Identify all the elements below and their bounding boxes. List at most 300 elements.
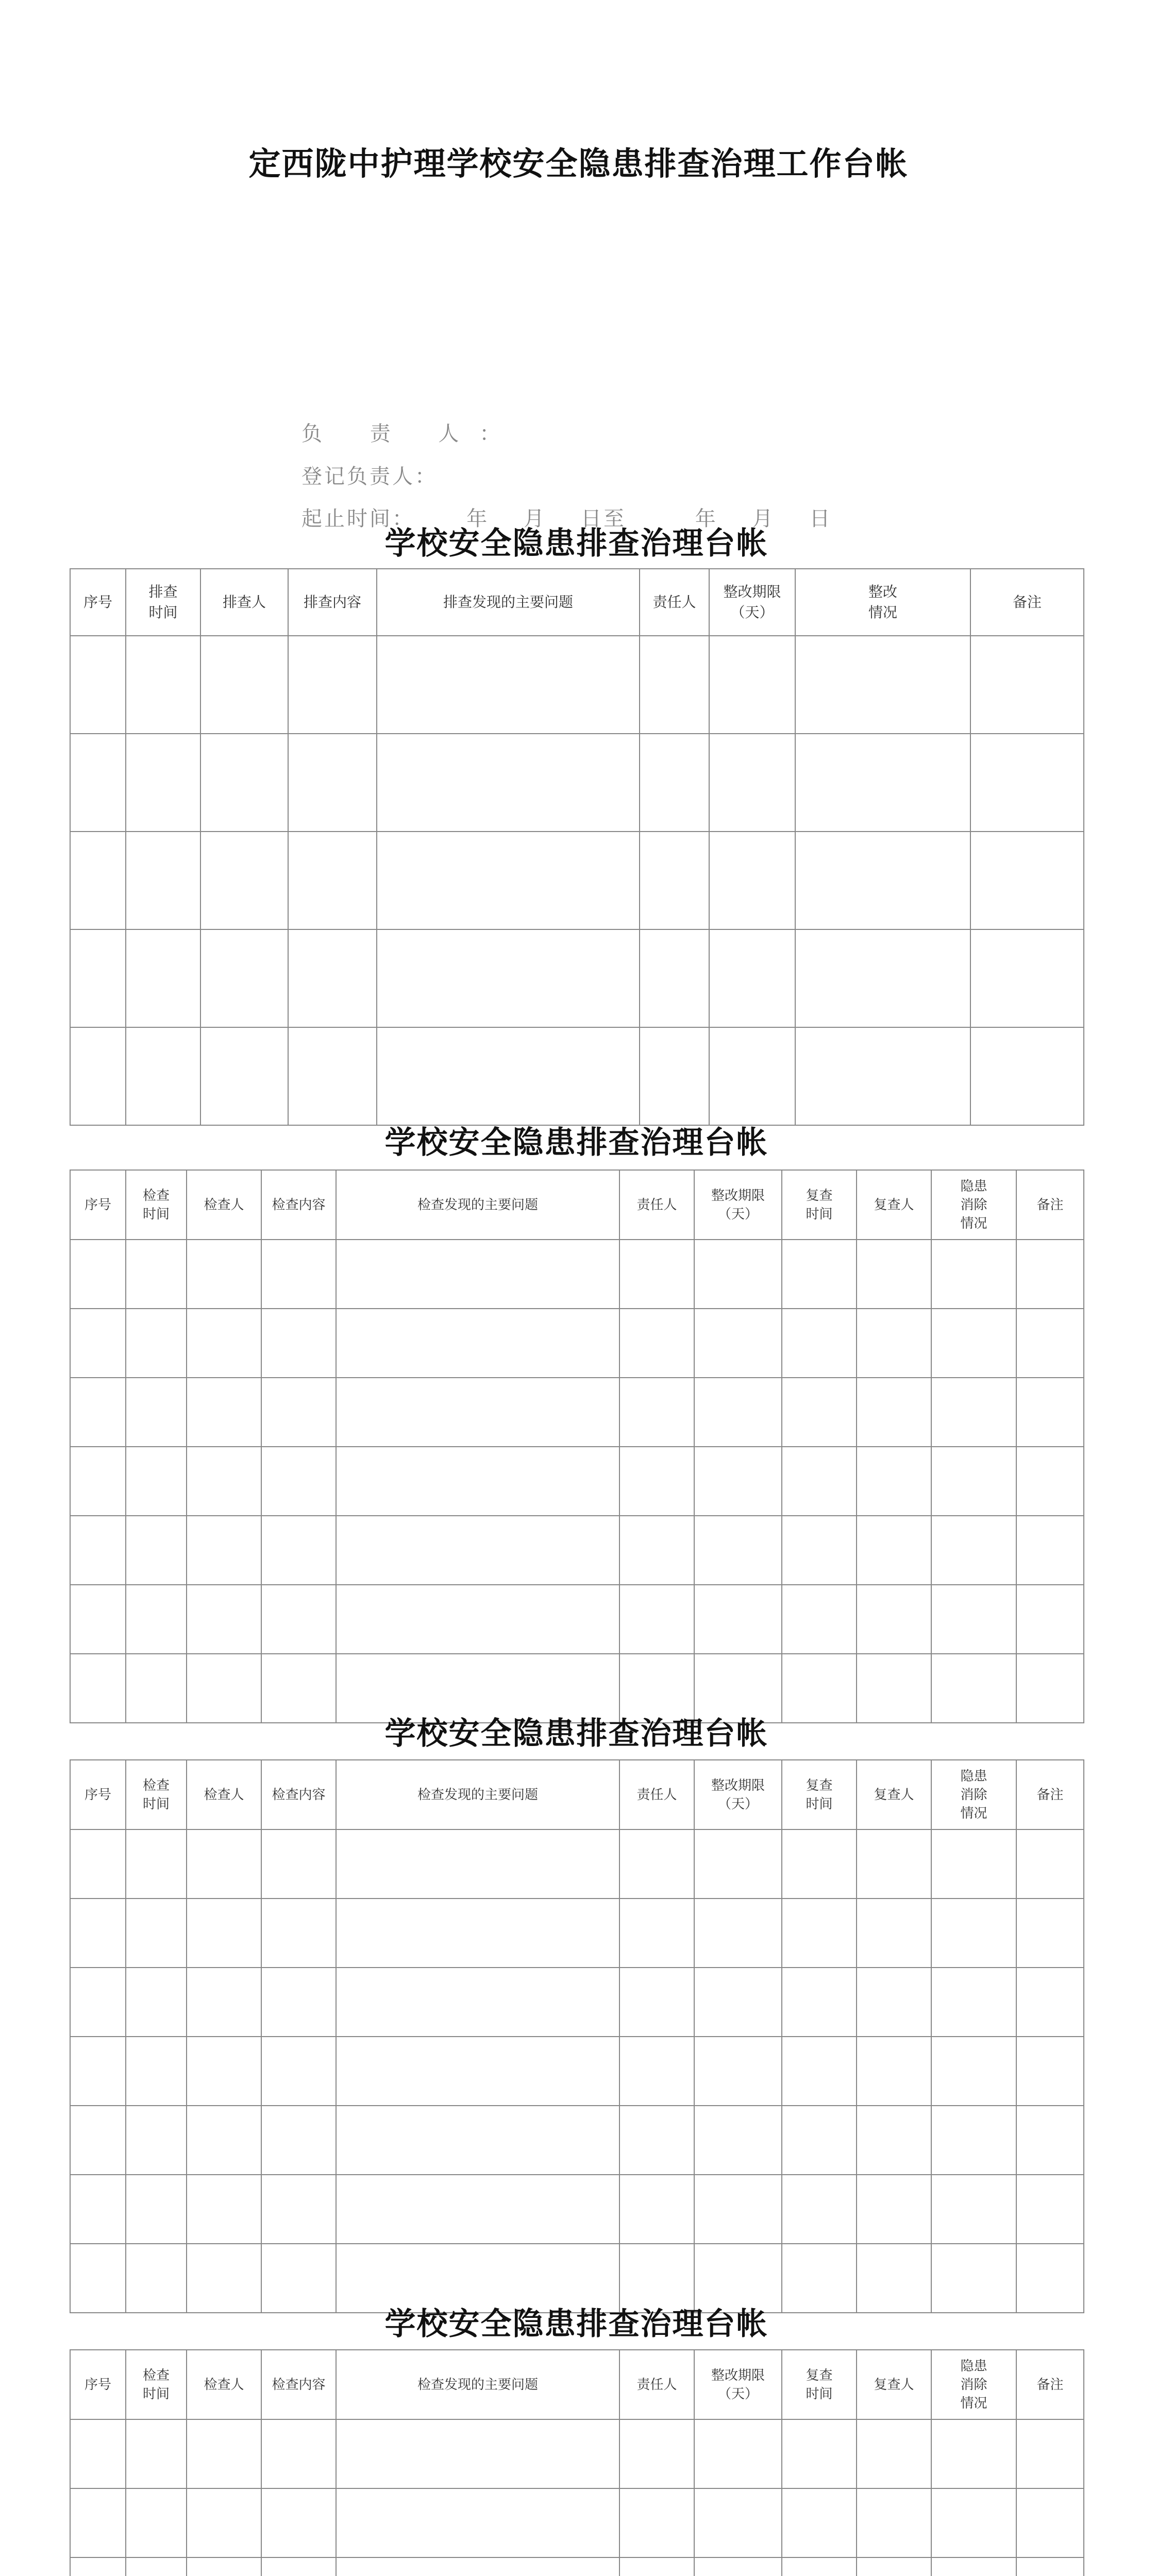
column-header: 责任人: [640, 569, 709, 636]
table-cell[interactable]: [619, 2557, 694, 2576]
table-cell[interactable]: [126, 2175, 187, 2244]
table-cell[interactable]: [70, 1447, 126, 1516]
column-header: 备注: [1016, 1170, 1084, 1240]
table-cell[interactable]: [931, 2488, 1016, 2557]
table-cell[interactable]: [640, 734, 709, 832]
table-cell[interactable]: [70, 2419, 126, 2488]
table-cell[interactable]: [795, 734, 970, 832]
ledger-table: [70, 1170, 1084, 1723]
ledger-header-row: [70, 569, 1084, 636]
table-cell[interactable]: [782, 1585, 857, 1654]
table-row: [70, 1829, 1084, 1899]
table-cell[interactable]: [70, 2557, 126, 2576]
table-cell[interactable]: [782, 2037, 857, 2106]
table-cell[interactable]: [187, 1899, 261, 1968]
table-cell[interactable]: [187, 1829, 261, 1899]
table-cell[interactable]: [70, 1027, 126, 1125]
table-cell[interactable]: [261, 2419, 336, 2488]
table-cell[interactable]: [782, 1654, 857, 1723]
table-cell[interactable]: [187, 1309, 261, 1378]
table-cell[interactable]: [336, 2037, 619, 2106]
column-header: 备注: [1016, 1760, 1084, 1829]
table-cell[interactable]: [857, 1968, 931, 2037]
table-cell[interactable]: [694, 1829, 782, 1899]
table-cell[interactable]: [70, 1309, 126, 1378]
table-cell[interactable]: [857, 2419, 931, 2488]
ledger-header-row: [70, 1760, 1084, 1829]
table-cell[interactable]: [931, 2175, 1016, 2244]
table-cell[interactable]: [795, 636, 970, 734]
table-cell[interactable]: [288, 832, 377, 929]
table-cell[interactable]: [857, 1309, 931, 1378]
table-cell[interactable]: [200, 734, 288, 832]
table-cell[interactable]: [640, 832, 709, 929]
table-row: [70, 2106, 1084, 2175]
column-header: 隐患 消除 情况: [931, 1760, 1016, 1829]
table-cell[interactable]: [1016, 1654, 1084, 1723]
table-cell[interactable]: [619, 1516, 694, 1585]
table-cell[interactable]: [336, 1899, 619, 1968]
table-cell[interactable]: [336, 2175, 619, 2244]
table-cell[interactable]: [70, 636, 126, 734]
table-cell[interactable]: [261, 1585, 336, 1654]
table-cell[interactable]: [857, 1585, 931, 1654]
table-cell[interactable]: [931, 1378, 1016, 1447]
table-cell[interactable]: [782, 2419, 857, 2488]
table-cell[interactable]: [782, 1829, 857, 1899]
table-row: [70, 2175, 1084, 2244]
table-cell[interactable]: [187, 1447, 261, 1516]
table-cell[interactable]: [619, 2106, 694, 2175]
table-cell[interactable]: [126, 2244, 187, 2313]
table-cell[interactable]: [1016, 2037, 1084, 2106]
table-cell[interactable]: [931, 2557, 1016, 2576]
table-cell[interactable]: [187, 2244, 261, 2313]
table-cell[interactable]: [336, 1516, 619, 1585]
table-cell[interactable]: [126, 2488, 187, 2557]
column-header: 复查 时间: [782, 1170, 857, 1240]
column-header: 隐患 消除 情况: [931, 2350, 1016, 2419]
table-cell[interactable]: [694, 2244, 782, 2313]
responsible-person-label: 负 责 人：: [301, 422, 521, 446]
table-cell[interactable]: [200, 1027, 288, 1125]
table-cell[interactable]: [782, 2175, 857, 2244]
column-header: 排查人: [200, 569, 288, 636]
table-cell[interactable]: [782, 2244, 857, 2313]
table-cell[interactable]: [782, 2557, 857, 2576]
table-cell[interactable]: [261, 2106, 336, 2175]
table-cell[interactable]: [261, 2175, 336, 2244]
column-header: 备注: [1016, 2350, 1084, 2419]
table-cell[interactable]: [1016, 1968, 1084, 2037]
column-header: 整改期限 （天）: [694, 2350, 782, 2419]
table-cell[interactable]: [126, 1968, 187, 2037]
table-cell[interactable]: [70, 2175, 126, 2244]
table-cell[interactable]: [619, 2419, 694, 2488]
table-cell[interactable]: [782, 1899, 857, 1968]
table-cell[interactable]: [640, 1027, 709, 1125]
column-header: 排查 时间: [126, 569, 200, 636]
table-cell[interactable]: [694, 1447, 782, 1516]
table-cell[interactable]: [782, 1240, 857, 1309]
column-header: 排查内容: [288, 569, 377, 636]
table-cell[interactable]: [261, 1516, 336, 1585]
table-row: [70, 2419, 1084, 2488]
table-cell[interactable]: [336, 2244, 619, 2313]
table-cell[interactable]: [640, 929, 709, 1027]
table-cell[interactable]: [1016, 2557, 1084, 2576]
table-cell[interactable]: [336, 2557, 619, 2576]
table-cell[interactable]: [336, 1378, 619, 1447]
ledger-header-row: [70, 2350, 1084, 2419]
column-header: 排查发现的主要问题: [377, 569, 640, 636]
table-cell[interactable]: [377, 929, 640, 1027]
table-cell[interactable]: [619, 1899, 694, 1968]
table-row: [70, 734, 1084, 832]
table-cell[interactable]: [619, 1654, 694, 1723]
table-cell[interactable]: [619, 1829, 694, 1899]
table-cell[interactable]: [1016, 1447, 1084, 1516]
table-cell[interactable]: [857, 2244, 931, 2313]
table-cell[interactable]: [931, 1309, 1016, 1378]
table-cell[interactable]: [782, 1309, 857, 1378]
table-cell[interactable]: [187, 1378, 261, 1447]
table-cell[interactable]: [126, 2106, 187, 2175]
ledger-table: [70, 2349, 1084, 2576]
table-cell[interactable]: [619, 2244, 694, 2313]
table-cell[interactable]: [1016, 2488, 1084, 2557]
table-cell[interactable]: [931, 1968, 1016, 2037]
table-row: [70, 929, 1084, 1027]
ledger-table: [70, 1759, 1084, 2313]
table-cell[interactable]: [1016, 1378, 1084, 1447]
table-cell[interactable]: [126, 636, 200, 734]
table-cell[interactable]: [709, 1027, 795, 1125]
table-cell[interactable]: [187, 1516, 261, 1585]
column-header: 检查内容: [261, 1170, 336, 1240]
column-header: 隐患 消除 情况: [931, 1170, 1016, 1240]
document-title: 定西陇中护理学校安全隐患排查治理工作台帐: [248, 145, 909, 182]
registrar-label: 登记负责人：: [301, 465, 438, 488]
column-header: 序号: [70, 569, 126, 636]
table-row: [70, 2488, 1084, 2557]
table-cell[interactable]: [126, 929, 200, 1027]
table-cell[interactable]: [70, 1899, 126, 1968]
table-cell[interactable]: [857, 2175, 931, 2244]
table-cell[interactable]: [288, 636, 377, 734]
table-row: [70, 1968, 1084, 2037]
table-cell[interactable]: [970, 734, 1084, 832]
table-row: [70, 2244, 1084, 2313]
table-cell[interactable]: [694, 2557, 782, 2576]
table-cell[interactable]: [857, 1654, 931, 1723]
table-cell[interactable]: [126, 734, 200, 832]
column-header: 检查人: [187, 2350, 261, 2419]
column-header: 检查 时间: [126, 2350, 187, 2419]
table-cell[interactable]: [261, 2037, 336, 2106]
table-cell[interactable]: [261, 1899, 336, 1968]
table-cell[interactable]: [70, 2106, 126, 2175]
table-cell[interactable]: [187, 2557, 261, 2576]
table-row: [70, 636, 1084, 734]
table-cell[interactable]: [694, 2175, 782, 2244]
table-cell[interactable]: [857, 1829, 931, 1899]
column-header: 序号: [70, 1170, 126, 1240]
table-cell[interactable]: [694, 1240, 782, 1309]
table-row: [70, 1027, 1084, 1125]
table-cell[interactable]: [126, 1829, 187, 1899]
table-cell[interactable]: [336, 1968, 619, 2037]
table-cell[interactable]: [288, 734, 377, 832]
table-cell[interactable]: [70, 1829, 126, 1899]
table-cell[interactable]: [336, 1654, 619, 1723]
column-header: 整改期限 （天）: [694, 1170, 782, 1240]
table-cell[interactable]: [857, 2106, 931, 2175]
table-cell[interactable]: [619, 1585, 694, 1654]
table-cell[interactable]: [70, 1378, 126, 1447]
column-header: 检查人: [187, 1170, 261, 1240]
table-cell[interactable]: [694, 2419, 782, 2488]
ledger-title: 学校安全隐患排查治理台帐: [384, 1125, 768, 1161]
table-row: [70, 832, 1084, 929]
table-cell[interactable]: [931, 2244, 1016, 2313]
table-cell[interactable]: [694, 1516, 782, 1585]
table-cell[interactable]: [126, 2557, 187, 2576]
table-cell[interactable]: [1016, 1240, 1084, 1309]
table-cell[interactable]: [619, 1447, 694, 1516]
table-cell[interactable]: [694, 2106, 782, 2175]
table-cell[interactable]: [126, 1585, 187, 1654]
column-header: 复查人: [857, 2350, 931, 2419]
column-header: 检查发现的主要问题: [336, 2350, 619, 2419]
table-cell[interactable]: [694, 1378, 782, 1447]
table-cell[interactable]: [857, 2488, 931, 2557]
table-cell[interactable]: [795, 832, 970, 929]
table-cell[interactable]: [336, 1585, 619, 1654]
table-cell[interactable]: [694, 2037, 782, 2106]
table-cell[interactable]: [782, 1968, 857, 2037]
table-cell[interactable]: [857, 1240, 931, 1309]
table-cell[interactable]: [70, 1240, 126, 1309]
table-cell[interactable]: [1016, 2419, 1084, 2488]
column-header: 责任人: [619, 2350, 694, 2419]
table-cell[interactable]: [261, 2557, 336, 2576]
column-header: 整改 情况: [795, 569, 970, 636]
table-cell[interactable]: [336, 2106, 619, 2175]
table-cell[interactable]: [187, 1585, 261, 1654]
table-cell[interactable]: [200, 636, 288, 734]
table-cell[interactable]: [640, 636, 709, 734]
ledger-title: 学校安全隐患排查治理台帐: [384, 1716, 768, 1752]
table-cell[interactable]: [931, 2037, 1016, 2106]
table-cell[interactable]: [187, 1654, 261, 1723]
column-header: 检查 时间: [126, 1760, 187, 1829]
table-cell[interactable]: [70, 2037, 126, 2106]
table-cell[interactable]: [1016, 1309, 1084, 1378]
column-header: 序号: [70, 2350, 126, 2419]
table-cell[interactable]: [70, 734, 126, 832]
column-header: 检查发现的主要问题: [336, 1760, 619, 1829]
table-cell[interactable]: [261, 1829, 336, 1899]
table-cell[interactable]: [288, 929, 377, 1027]
table-cell[interactable]: [795, 929, 970, 1027]
table-cell[interactable]: [1016, 1516, 1084, 1585]
table-cell[interactable]: [126, 1447, 187, 1516]
table-cell[interactable]: [857, 1899, 931, 1968]
column-header: 复查人: [857, 1760, 931, 1829]
table-cell[interactable]: [200, 929, 288, 1027]
table-cell[interactable]: [619, 1309, 694, 1378]
table-cell[interactable]: [187, 2419, 261, 2488]
table-cell[interactable]: [336, 1447, 619, 1516]
table-cell[interactable]: [931, 1829, 1016, 1899]
table-cell[interactable]: [126, 1309, 187, 1378]
table-cell[interactable]: [70, 1585, 126, 1654]
table-cell[interactable]: [931, 2419, 1016, 2488]
table-cell[interactable]: [1016, 1829, 1084, 1899]
table-cell[interactable]: [261, 2488, 336, 2557]
table-cell[interactable]: [126, 1240, 187, 1309]
table-cell[interactable]: [782, 1516, 857, 1585]
table-cell[interactable]: [261, 1968, 336, 2037]
table-cell[interactable]: [1016, 2106, 1084, 2175]
table-cell[interactable]: [857, 2557, 931, 2576]
table-cell[interactable]: [377, 636, 640, 734]
table-cell[interactable]: [126, 1378, 187, 1447]
table-row: [70, 1516, 1084, 1585]
table-cell[interactable]: [187, 2037, 261, 2106]
table-cell[interactable]: [377, 1027, 640, 1125]
table-cell[interactable]: [1016, 1585, 1084, 1654]
column-header: 检查内容: [261, 2350, 336, 2419]
table-cell[interactable]: [200, 832, 288, 929]
table-cell[interactable]: [694, 1654, 782, 1723]
table-cell[interactable]: [795, 1027, 970, 1125]
table-cell[interactable]: [70, 2244, 126, 2313]
table-cell[interactable]: [187, 1240, 261, 1309]
period-template: 年 月 日至 年 月 日: [466, 507, 832, 531]
table-cell[interactable]: [126, 2037, 187, 2106]
table-cell[interactable]: [187, 1968, 261, 2037]
table-cell[interactable]: [70, 2488, 126, 2557]
table-cell[interactable]: [261, 1447, 336, 1516]
table-cell[interactable]: [709, 636, 795, 734]
column-header: 序号: [70, 1760, 126, 1829]
table-cell[interactable]: [261, 1654, 336, 1723]
table-cell[interactable]: [931, 1899, 1016, 1968]
column-header: 检查 时间: [126, 1170, 187, 1240]
table-cell[interactable]: [261, 1240, 336, 1309]
table-cell[interactable]: [970, 1027, 1084, 1125]
table-cell[interactable]: [970, 832, 1084, 929]
table-cell[interactable]: [126, 1899, 187, 1968]
table-cell[interactable]: [70, 1968, 126, 2037]
table-cell[interactable]: [970, 636, 1084, 734]
table-cell[interactable]: [694, 1899, 782, 1968]
table-cell[interactable]: [377, 832, 640, 929]
table-cell[interactable]: [709, 929, 795, 1027]
table-cell[interactable]: [694, 1585, 782, 1654]
column-header: 检查内容: [261, 1760, 336, 1829]
table-cell[interactable]: [336, 1829, 619, 1899]
table-row: [70, 1309, 1084, 1378]
table-cell[interactable]: [931, 1585, 1016, 1654]
table-cell[interactable]: [261, 1378, 336, 1447]
table-cell[interactable]: [694, 1309, 782, 1378]
table-cell[interactable]: [336, 1240, 619, 1309]
table-row: [70, 1899, 1084, 1968]
table-cell[interactable]: [970, 929, 1084, 1027]
table-cell[interactable]: [126, 832, 200, 929]
table-cell[interactable]: [694, 1968, 782, 2037]
ledger-title: 学校安全隐患排查治理台帐: [384, 2306, 768, 2342]
table-cell[interactable]: [261, 2244, 336, 2313]
table-cell[interactable]: [931, 1240, 1016, 1309]
table-cell[interactable]: [261, 1309, 336, 1378]
table-cell[interactable]: [619, 1240, 694, 1309]
table-cell[interactable]: [619, 2175, 694, 2244]
table-cell[interactable]: [336, 1309, 619, 1378]
table-cell[interactable]: [931, 1654, 1016, 1723]
table-cell[interactable]: [70, 929, 126, 1027]
table-cell[interactable]: [709, 734, 795, 832]
table-cell[interactable]: [619, 1378, 694, 1447]
table-cell[interactable]: [288, 1027, 377, 1125]
table-cell[interactable]: [1016, 2175, 1084, 2244]
table-cell[interactable]: [1016, 2244, 1084, 2313]
table-cell[interactable]: [857, 1378, 931, 1447]
table-cell[interactable]: [126, 2419, 187, 2488]
table-cell[interactable]: [377, 734, 640, 832]
table-cell[interactable]: [709, 832, 795, 929]
table-cell[interactable]: [336, 2419, 619, 2488]
table-cell[interactable]: [70, 1654, 126, 1723]
table-cell[interactable]: [187, 2106, 261, 2175]
table-cell[interactable]: [126, 1516, 187, 1585]
table-cell[interactable]: [619, 2037, 694, 2106]
table-cell[interactable]: [70, 1516, 126, 1585]
table-cell[interactable]: [619, 1968, 694, 2037]
table-cell[interactable]: [187, 2488, 261, 2557]
column-header: 备注: [970, 569, 1084, 636]
table-cell[interactable]: [931, 1447, 1016, 1516]
table-cell[interactable]: [619, 2488, 694, 2557]
table-cell[interactable]: [782, 1378, 857, 1447]
column-header: 复查人: [857, 1170, 931, 1240]
table-cell[interactable]: [70, 832, 126, 929]
table-row: [70, 2557, 1084, 2576]
table-cell[interactable]: [857, 1516, 931, 1585]
table-cell[interactable]: [1016, 1899, 1084, 1968]
column-header: 复查 时间: [782, 2350, 857, 2419]
table-cell[interactable]: [857, 1447, 931, 1516]
table-cell[interactable]: [336, 2488, 619, 2557]
table-cell[interactable]: [782, 1447, 857, 1516]
table-cell[interactable]: [694, 2488, 782, 2557]
table-cell[interactable]: [782, 2488, 857, 2557]
table-cell[interactable]: [126, 1027, 200, 1125]
table-cell[interactable]: [126, 1654, 187, 1723]
column-header: 整改期限 （天）: [694, 1760, 782, 1829]
table-cell[interactable]: [187, 2175, 261, 2244]
table-cell[interactable]: [857, 2037, 931, 2106]
column-header: 检查人: [187, 1760, 261, 1829]
ledger-title: 学校安全隐患排查治理台帐: [384, 526, 768, 562]
table-row: [70, 1585, 1084, 1654]
table-cell[interactable]: [931, 2106, 1016, 2175]
table-cell[interactable]: [931, 1516, 1016, 1585]
table-cell[interactable]: [782, 2106, 857, 2175]
